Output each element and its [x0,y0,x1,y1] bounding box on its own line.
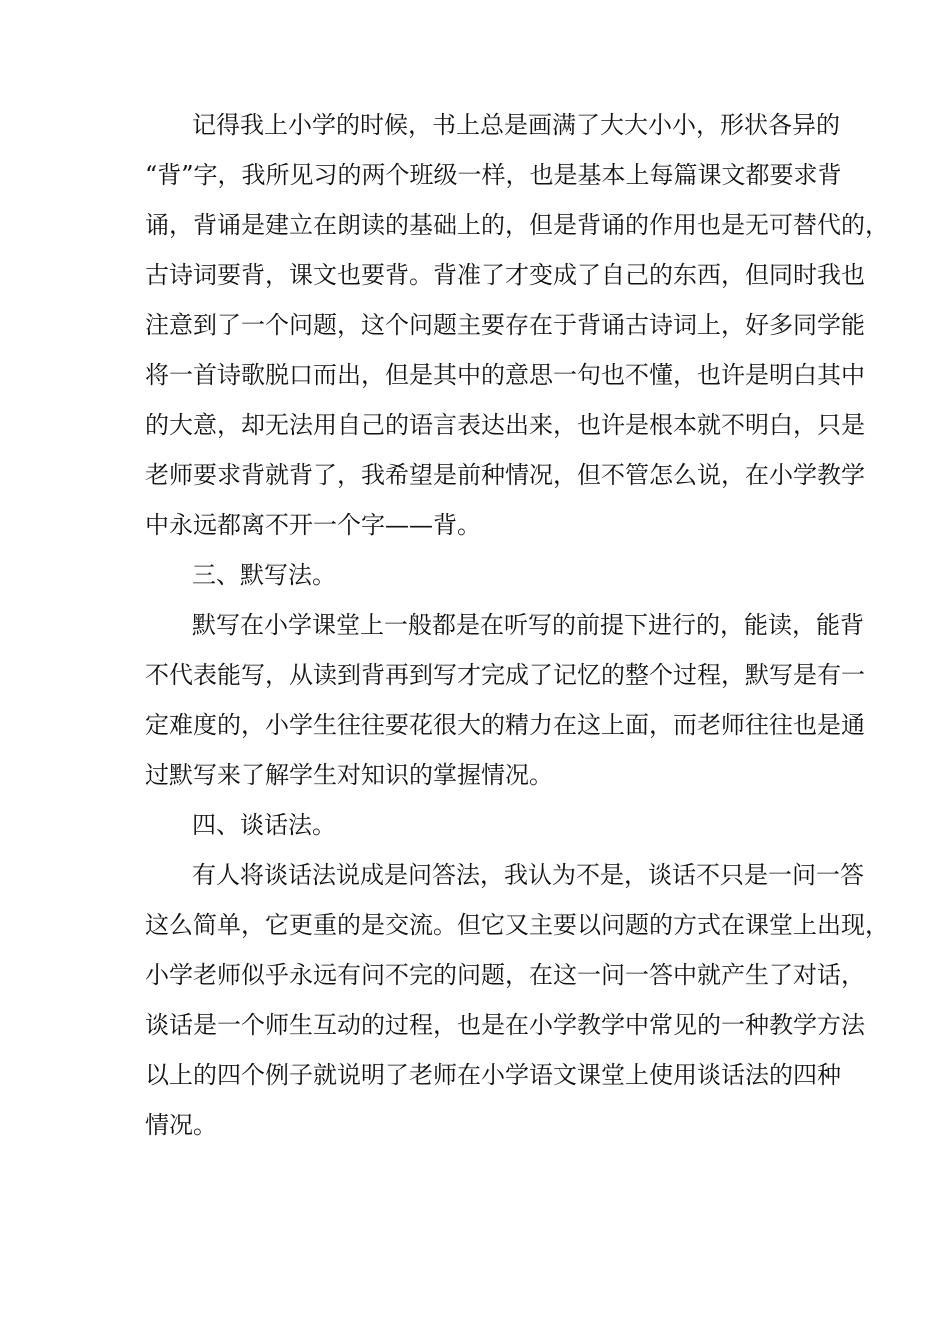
paragraph-line: 不代表能写，从读到背再到写才完成了记忆的整个过程，默写是有一 [145,661,865,689]
paragraph-line: 小学老师似乎永远有问不完的问题，在这一问一答中就产生了对话， [145,961,865,989]
paragraph-line: 定难度的，小学生往往要花很大的精力在这上面，而老师往往也是通 [145,711,865,739]
paragraph-line: “背”字，我所见习的两个班级一样，也是基本上每篇课文都要求背 [145,161,842,189]
section-heading: 四、谈话法。 [192,811,336,839]
paragraph-line: 诵，背诵是建立在朗读的基础上的，但是背诵的作用也是无可替代的， [145,211,889,239]
paragraph-line: 中永远都离不开一个字——背。 [145,511,481,539]
paragraph-line: 古诗词要背，课文也要背。背准了才变成了自己的东西，但同时我也 [145,261,865,289]
paragraph-line: 将一首诗歌脱口而出，但是其中的意思一句也不懂，也许是明白其中 [145,361,865,389]
paragraph-line: 的大意，却无法用自己的语言表达出来，也许是根本就不明白，只是 [145,411,865,439]
paragraph-line: 这么简单，它更重的是交流。但它又主要以问题的方式在课堂上出现， [145,911,889,939]
paragraph-line: 情况。 [145,1111,217,1139]
paragraph-line: 记得我上小学的时候，书上总是画满了大大小小，形状各异的 [192,111,840,139]
paragraph-line: 老师要求背就背了，我希望是前种情况，但不管怎么说，在小学教学 [145,461,865,489]
paragraph-line: 谈话是一个师生互动的过程，也是在小学教学中常见的一种教学方法 [145,1011,865,1039]
paragraph-line: 有人将谈话法说成是问答法，我认为不是，谈话不只是一问一答 [192,861,864,889]
paragraph-line: 以上的四个例子就说明了老师在小学语文课堂上使用谈话法的四种 [145,1061,841,1089]
paragraph-line: 默写在小学课堂上一般都是在听写的前提下进行的，能读，能背 [192,611,864,639]
section-heading: 三、默写法。 [192,561,336,589]
paragraph-line: 过默写来了解学生对知识的掌握情况。 [145,761,553,789]
document-body [145,100,889,1150]
paragraph-line: 注意到了一个问题，这个问题主要存在于背诵古诗词上，好多同学能 [145,311,865,339]
